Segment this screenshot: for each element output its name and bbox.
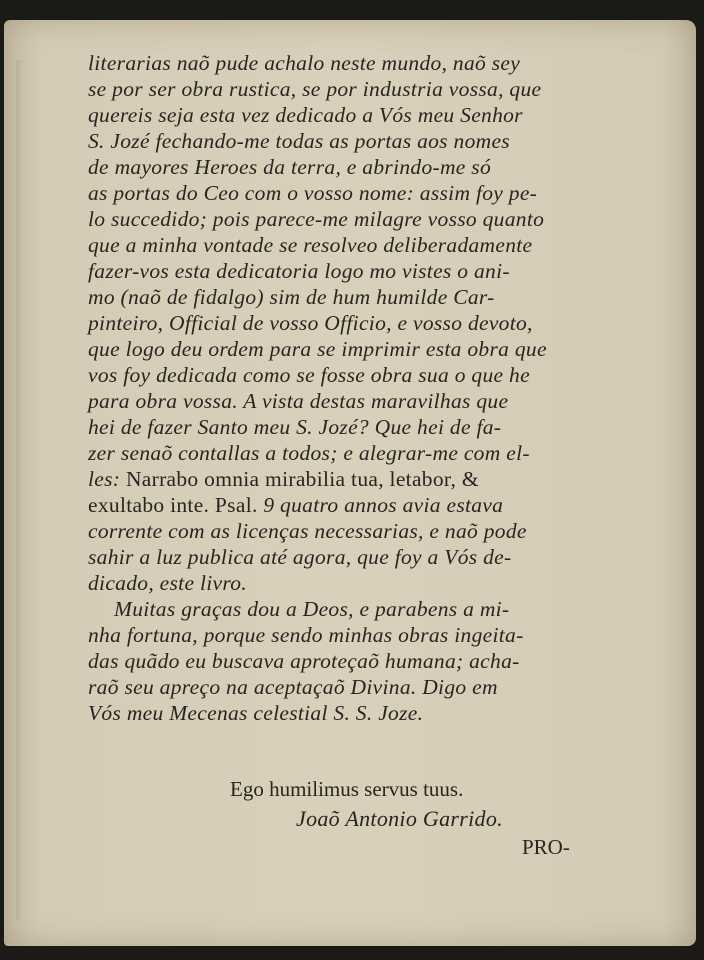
text-line: se por ser obra rustica, se por industria vossa, que [88, 77, 542, 101]
text-line-mixed [88, 492, 503, 518]
text-line: sahir a luz publica até agora, que foy a Vós de- [88, 545, 512, 569]
page-gutter [16, 60, 26, 920]
text-line: raõ seu apreço na aceptaçaõ Divina. Digo em [88, 675, 498, 699]
text-line: de mayores Heroes da terra, e abrindo-me só [88, 155, 492, 179]
text-line: S. Jozé fechando-me todas as portas aos nomes [88, 129, 510, 153]
catchword: PRO- [522, 835, 570, 859]
text-line: que logo deu ordem para se imprimir esta obra que [88, 337, 547, 361]
text-line: das quãdo eu buscava aproteçaõ humana; acha- [88, 649, 520, 673]
text-line: dicado, este livro. [88, 571, 247, 595]
text-line: zer senaõ contallas a todos; e alegrar-me com el- [88, 441, 530, 465]
text-line: vos foy dedicada como se fosse obra sua o que he [88, 363, 530, 387]
paragraph-start-line: Muitas graças dou a Deos, e parabens a mi- [114, 597, 510, 621]
text-line: fazer-vos esta dedicatoria logo mo vistes o ani- [88, 259, 510, 283]
text-line: Vós meu Mecenas celestial S. S. Joze. [88, 701, 424, 725]
text-line: mo (naõ de fidalgo) sim de hum humilde Car- [88, 285, 495, 309]
text-line-mixed [88, 466, 479, 492]
text-line: que a minha vontade se resolveo deliberadamente [88, 233, 533, 257]
text-line: para obra vossa. A vista destas maravilhas que [88, 389, 509, 413]
text-line: quereis seja esta vez dedicado a Vós meu Senhor [88, 103, 523, 127]
latin-quotation: exultabo inte. [88, 493, 210, 517]
text-line: corrente com as licenças necessarias, e naõ pode [88, 519, 527, 543]
closing-line: Ego humilimus servus tuus. [230, 777, 464, 801]
text-line: nha fortuna, porque sendo minhas obras ingeita- [88, 623, 524, 647]
text-line: hei de fazer Santo meu S. Jozé? Que hei de fa- [88, 415, 502, 439]
text-line: literarias naõ pude achalo neste mundo, naõ sey [88, 51, 521, 75]
italic-run: 9 quatro annos avia estava [263, 493, 504, 517]
text-line: lo succedido; pois parece-me milagre vosso quanto [88, 207, 545, 231]
signature: Joaõ Antonio Garrido. [296, 806, 503, 831]
latin-quotation: Narrabo omnia mirabilia tua, letabor, & [125, 467, 479, 491]
text-line: pinteiro, Official de vosso Officio, e vosso devoto, [88, 311, 533, 335]
text-line: as portas do Ceo com o vosso nome: assim foy pe- [88, 181, 538, 205]
psalm-reference: Psal. [214, 493, 258, 517]
italic-run: les: [88, 467, 121, 491]
